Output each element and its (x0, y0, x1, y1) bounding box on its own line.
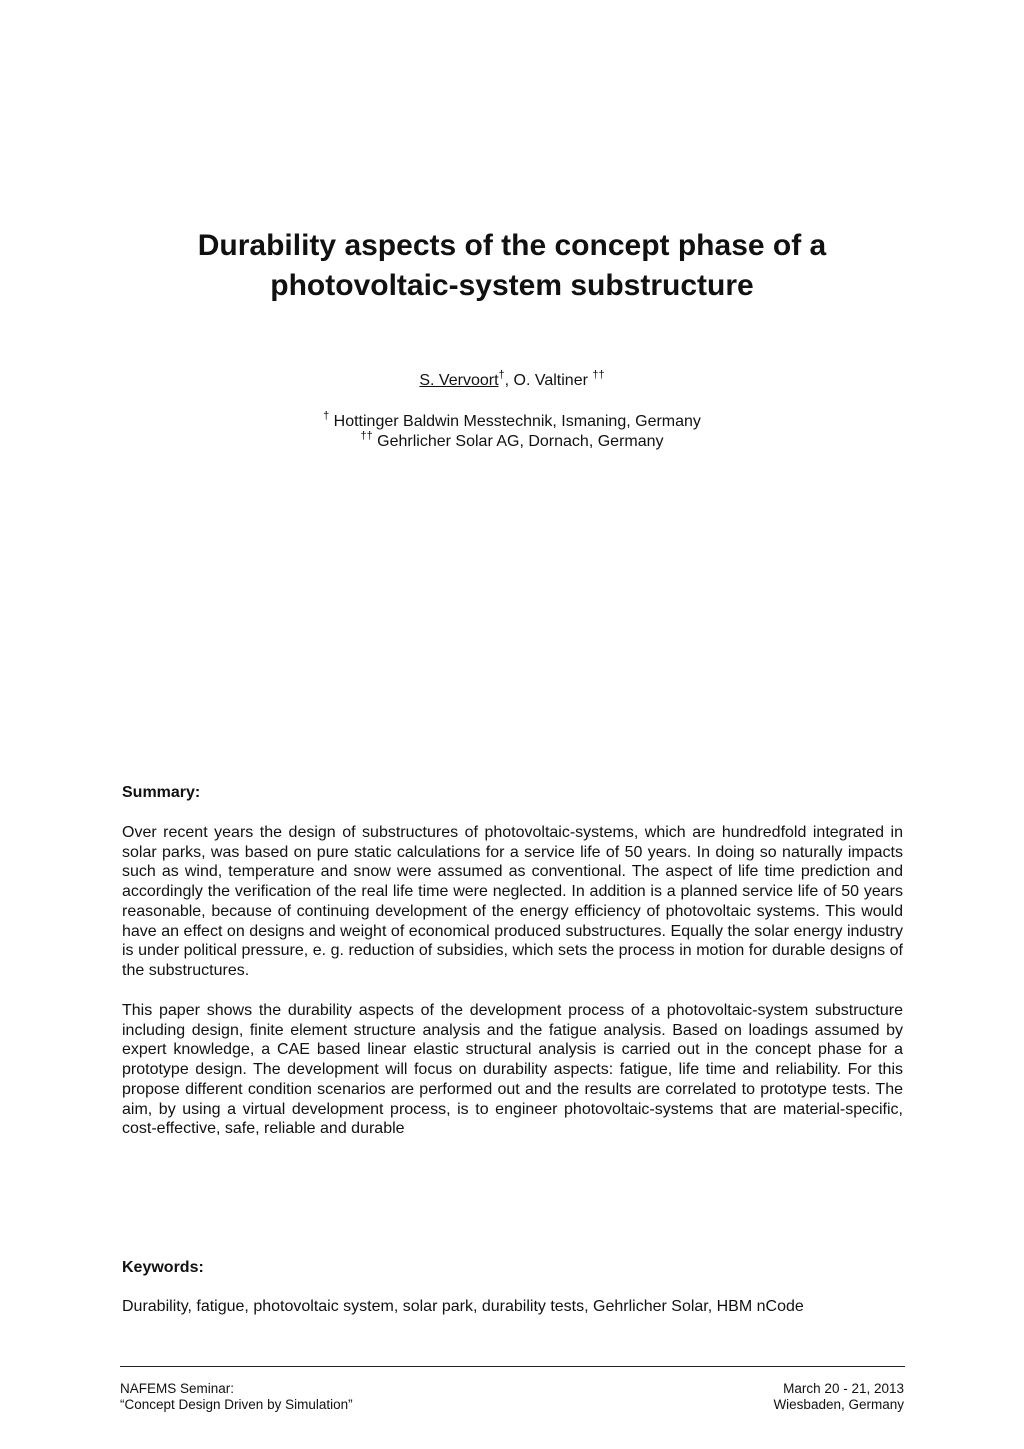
keywords-text: Durability, fatigue, photovoltaic system, solar park, durability tests, Gehrlicher Solar, HBM nCode (122, 1298, 804, 1315)
footer-right (773, 1381, 904, 1413)
keywords-heading: Keywords: (122, 1259, 204, 1276)
affiliation-1-text: Hottinger Baldwin Messtechnik, Ismaning, Germany (329, 413, 701, 430)
affiliation-2-text: Gehrlicher Solar AG, Dornach, Germany (372, 433, 664, 450)
summary-paragraph-1: Over recent years the design of substructures of photovoltaic-systems, which are hundredfold integrated in solar parks, was based on pure static calculations for a service life of 50 years. In doing so naturally impacts such as wind, temperature and snow were assumed as conventional. The aspect of life time prediction and accordingly the verification of the real life time were neglected. In addition is a planned service life of 50 years reasonable, because of continuing development of the energy efficiency of photovoltaic systems. This would have an effect on designs and weight of economical produced substructures. Equally the solar energy industry is under political pressure, e. g. reduction of subsidies, which sets the process in motion for durable designs of the substructures. (122, 824, 903, 979)
author-1-name: S. Vervoort (419, 372, 499, 389)
paper-title-line-1: Durability aspects of the concept phase of a (197, 229, 827, 262)
affiliation-1 (120, 412, 904, 432)
affiliation-2-mark: †† (360, 430, 373, 442)
summary-paragraph-2: This paper shows the durability aspects of the development process of a photovoltaic-system substructure including design, finite element structure analysis and the fatigue analysis. Based on loadings assumed by expert knowledge, a CAE based linear elastic structural analysis is carried out in the concept phase for a prototype design. The development will focus on durability aspects: fatigue, life time and reliability. For this propose different condition scenarios are performed out and the results are correlated to prototype tests. The aim, by using a virtual development process, is to engineer photovoltaic-systems that are material-specific, cost-effective, safe, reliable and durable (122, 1002, 903, 1138)
summary-heading: Summary: (122, 784, 201, 801)
footer-seminar-title: “Concept Design Driven by Simulation” (120, 1397, 353, 1412)
author-2-name: O. Valtiner (513, 372, 593, 389)
affiliation-1-mark: † (323, 410, 330, 422)
footer-date: March 20 - 21, 2013 (783, 1381, 904, 1396)
footer-location: Wiesbaden, Germany (773, 1397, 904, 1412)
author-2-affiliation-mark: †† (592, 369, 605, 381)
paper-title-line-2: photovoltaic-system substructure (270, 269, 754, 302)
affiliation-2 (120, 432, 904, 452)
author-1-affiliation-mark: † (498, 369, 505, 381)
footer-divider (120, 1366, 905, 1367)
footer-seminar-label: NAFEMS Seminar: (120, 1381, 235, 1396)
affiliations (120, 412, 904, 452)
footer-left (120, 1381, 353, 1413)
author-separator: , (504, 372, 514, 389)
author-line (120, 371, 904, 391)
paper-title (120, 226, 904, 306)
